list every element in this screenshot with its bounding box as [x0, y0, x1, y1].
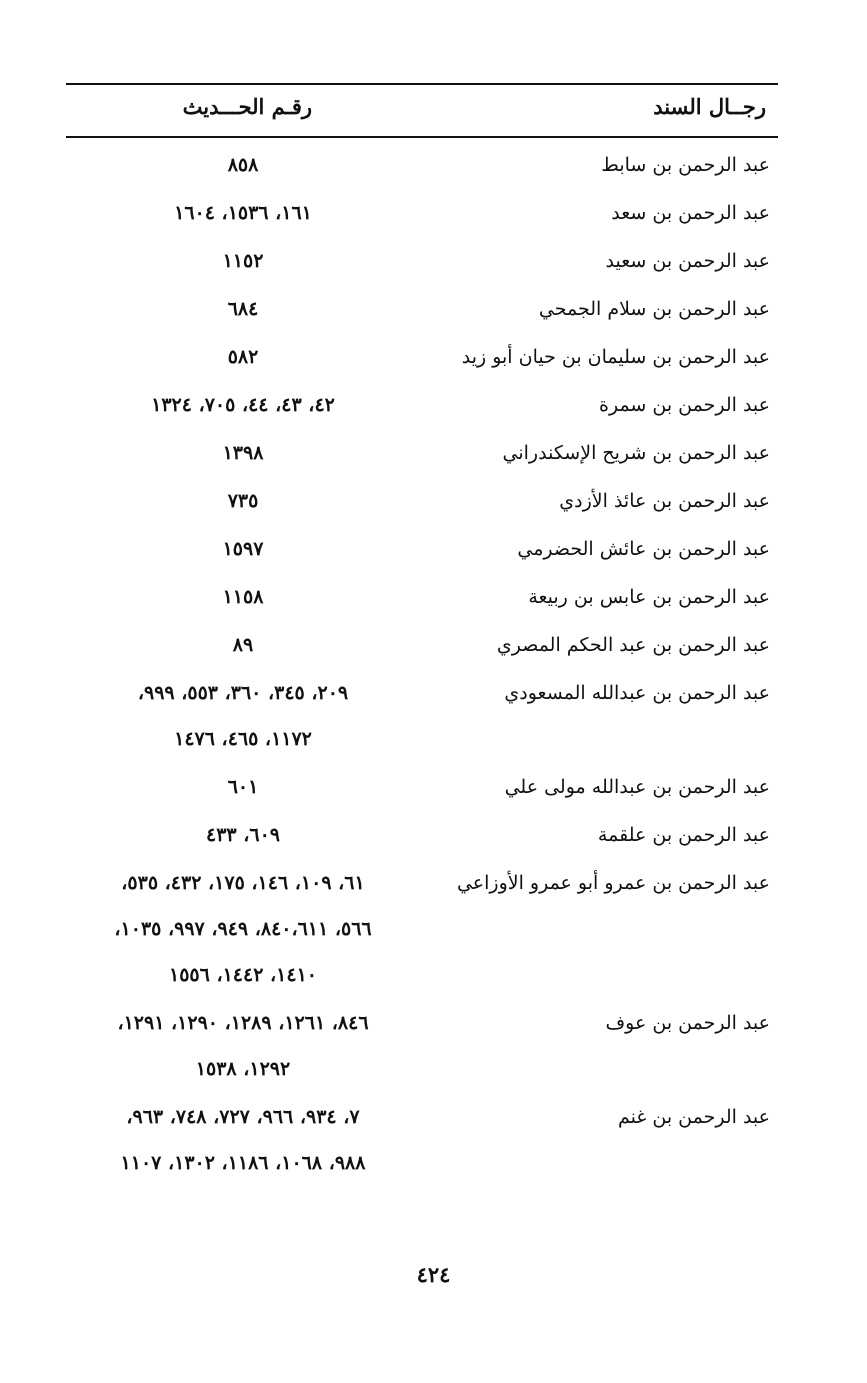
index-entry	[66, 820, 778, 850]
index-entry	[66, 342, 778, 372]
hadith-numbers-line: ٧٣٥	[227, 490, 259, 512]
hadith-numbers	[74, 534, 412, 564]
hadith-numbers-line: ١٢٩٢، ١٥٣٨	[195, 1058, 291, 1080]
narrator-name: عبد الرحمن بن عوف	[605, 1012, 770, 1034]
hadith-numbers	[74, 246, 412, 276]
index-entry	[66, 246, 778, 276]
narrator-name: عبد الرحمن بن عبد الحكم المصري	[496, 634, 770, 656]
narrator-name: عبد الرحمن بن علقمة	[597, 824, 770, 846]
index-entry	[66, 772, 778, 802]
hadith-numbers-line: ٢٠٩، ٣٤٥، ٣٦٠، ٥٥٣، ٩٩٩،	[137, 682, 349, 704]
hadith-numbers	[74, 342, 412, 372]
header-bottom-rule	[66, 136, 778, 138]
hadith-numbers-line: ٦٠٩، ٤٣٣	[206, 824, 280, 846]
index-entry	[66, 678, 778, 754]
index-entry	[66, 438, 778, 468]
hadith-numbers-line: ٩٨٨، ١٠٦٨، ١١٨٦، ١٣٠٢، ١١٠٧	[120, 1152, 366, 1174]
index-entry	[66, 1102, 778, 1178]
hadith-numbers	[74, 630, 412, 660]
header-top-rule	[66, 83, 778, 85]
hadith-numbers-line: ٤٢، ٤٣، ٤٤، ٧٠٥، ١٣٢٤	[151, 394, 335, 416]
hadith-numbers	[74, 820, 412, 850]
hadith-numbers-line: ٦١، ١٠٩، ١٤٦، ١٧٥، ٤٣٢، ٥٣٥،	[121, 872, 365, 894]
hadith-numbers-line: ٥٦٦، ٨٤٠،٦١١، ٩٤٩، ٩٩٧، ١٠٣٥،	[114, 918, 372, 940]
hadith-numbers-line: ١١٥٢	[222, 250, 264, 272]
hadith-numbers	[74, 198, 412, 228]
hadith-numbers-line: ٨٩	[232, 634, 254, 656]
narrator-name: عبد الرحمن بن عبدالله المسعودي	[504, 682, 770, 704]
narrator-name: عبد الرحمن بن سعيد	[605, 250, 770, 272]
narrator-name: عبد الرحمن بن سعد	[611, 202, 770, 224]
narrator-name: عبد الرحمن بن سمرة	[599, 394, 770, 416]
narrator-name: عبد الرحمن بن عائذ الأزدي	[559, 490, 770, 512]
narrator-name: عبد الرحمن بن عبدالله مولى علي	[504, 776, 770, 798]
hadith-numbers-line: ١١٥٨	[222, 586, 264, 608]
hadith-numbers-line: ١١٧٢، ٤٦٥، ١٤٧٦	[174, 728, 312, 750]
hadith-numbers-line: ١٤١٠، ١٤٤٢، ١٥٥٦	[169, 964, 317, 986]
narrator-name: عبد الرحمن بن غنم	[618, 1106, 770, 1128]
hadith-numbers-line: ٨٤٦، ١٢٦١، ١٢٨٩، ١٢٩٠، ١٢٩١،	[117, 1012, 369, 1034]
hadith-numbers	[74, 1008, 412, 1084]
hadith-numbers-line: ١٦١، ١٥٣٦، ١٦٠٤	[174, 202, 312, 224]
narrator-name: عبد الرحمن بن عابس بن ربيعة	[528, 586, 770, 608]
header-hadith-numbers: رقـم الحـــديث	[182, 94, 312, 119]
index-entry	[66, 198, 778, 228]
narrator-name: عبد الرحمن بن شريح الإسكندراني	[502, 442, 770, 464]
hadith-numbers-line: ١٥٩٧	[222, 538, 264, 560]
hadith-numbers	[74, 868, 412, 990]
narrator-name: عبد الرحمن بن عمرو أبو عمرو الأوزاعي	[456, 872, 770, 894]
index-entries	[66, 150, 778, 1196]
hadith-numbers-line: ٦٠١	[227, 776, 259, 798]
index-entry	[66, 1008, 778, 1084]
index-entry	[66, 390, 778, 420]
hadith-numbers	[74, 294, 412, 324]
index-entry	[66, 868, 778, 990]
hadith-numbers	[74, 772, 412, 802]
index-entry	[66, 582, 778, 612]
hadith-numbers-line: ٦٨٤	[227, 298, 259, 320]
index-entry	[66, 486, 778, 516]
index-entry	[66, 294, 778, 324]
hadith-numbers	[74, 1102, 412, 1178]
narrator-name: عبد الرحمن بن سليمان بن حيان أبو زيد	[461, 346, 770, 368]
header-narrators: رجــال السند	[653, 94, 766, 119]
narrator-name: عبد الرحمن بن عائش الحضرمي	[517, 538, 770, 560]
index-entry	[66, 150, 778, 180]
page-number: ٤٢٤	[416, 1262, 451, 1287]
narrator-name: عبد الرحمن بن سلام الجمحي	[538, 298, 770, 320]
hadith-numbers-line: ١٣٩٨	[222, 442, 264, 464]
hadith-numbers-line: ٧، ٩٣٤، ٩٦٦، ٧٢٧، ٧٤٨، ٩٦٣،	[126, 1106, 360, 1128]
table-header	[66, 94, 778, 134]
hadith-numbers-line: ٥٨٢	[227, 346, 259, 368]
narrator-name: عبد الرحمن بن سابط	[601, 154, 770, 176]
hadith-numbers	[74, 486, 412, 516]
hadith-numbers	[74, 390, 412, 420]
hadith-numbers	[74, 150, 412, 180]
hadith-numbers	[74, 582, 412, 612]
hadith-numbers-line: ٨٥٨	[227, 154, 259, 176]
index-entry	[66, 630, 778, 660]
hadith-numbers	[74, 438, 412, 468]
hadith-numbers	[74, 678, 412, 754]
index-entry	[66, 534, 778, 564]
